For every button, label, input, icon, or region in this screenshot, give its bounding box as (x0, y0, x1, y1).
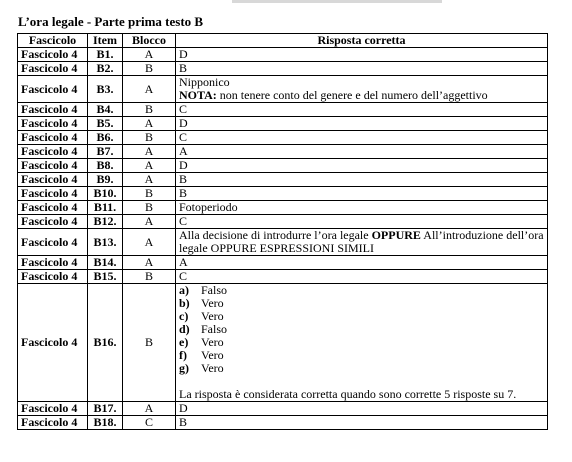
cell-item: B7. (88, 145, 123, 159)
cell-fascicolo: Fascicolo 4 (18, 256, 88, 270)
table-row (18, 402, 548, 416)
cell-risposta (176, 229, 548, 256)
table-row (18, 145, 548, 159)
table-row (18, 201, 548, 215)
table-row (18, 187, 548, 201)
answer-text: Nipponico (179, 75, 230, 89)
header-row (18, 34, 548, 48)
cell-item: B2. (88, 62, 123, 76)
cell-item: B17. (88, 402, 123, 416)
option-item (179, 297, 544, 310)
table-row (18, 173, 548, 187)
cell-risposta: B (176, 173, 548, 187)
cell-blocco: B (123, 62, 176, 76)
answer-note (179, 89, 544, 102)
option-item (179, 284, 544, 297)
cell-risposta: C (176, 270, 548, 284)
cell-risposta: Fotoperiodo (176, 201, 548, 215)
cell-blocco: A (123, 256, 176, 270)
table-row (18, 103, 548, 117)
cell-fascicolo: Fascicolo 4 (18, 145, 88, 159)
header-fascicolo: Fascicolo (18, 34, 88, 48)
cell-item: B15. (88, 270, 123, 284)
cell-risposta: D (176, 402, 548, 416)
table-row (18, 62, 548, 76)
cell-risposta (176, 76, 548, 103)
cell-item: B1. (88, 48, 123, 62)
cell-item: B14. (88, 256, 123, 270)
header-item: Item (88, 34, 123, 48)
cell-fascicolo: Fascicolo 4 (18, 270, 88, 284)
table-row (18, 215, 548, 229)
cell-risposta: B (176, 62, 548, 76)
cell-fascicolo: Fascicolo 4 (18, 103, 88, 117)
cell-item: B4. (88, 103, 123, 117)
cell-blocco: B (123, 131, 176, 145)
table-row (18, 284, 548, 402)
cell-fascicolo: Fascicolo 4 (18, 284, 88, 402)
note-label: NOTA: (179, 88, 217, 102)
cell-risposta (176, 284, 548, 402)
cell-risposta: A (176, 145, 548, 159)
cell-item: B16. (88, 284, 123, 402)
table-row (18, 131, 548, 145)
cell-risposta: D (176, 117, 548, 131)
cell-item: B8. (88, 159, 123, 173)
option-letter: g) (179, 361, 189, 375)
answer-keyword: OPPURE (371, 228, 421, 242)
option-text: Vero (201, 309, 224, 323)
cell-blocco: A (123, 117, 176, 131)
answer-key-table (17, 33, 548, 430)
header-blocco: Blocco (123, 34, 176, 48)
cell-blocco: A (123, 48, 176, 62)
cell-risposta: D (176, 159, 548, 173)
option-text: Vero (201, 361, 224, 375)
page-title: L’ora legale - Parte prima testo B (18, 14, 204, 29)
cell-item: B10. (88, 187, 123, 201)
cell-fascicolo: Fascicolo 4 (18, 201, 88, 215)
option-text: Falso (201, 283, 228, 297)
table-row (18, 229, 548, 256)
cell-item: B6. (88, 131, 123, 145)
cell-item: B13. (88, 229, 123, 256)
option-text: Falso (201, 322, 228, 336)
option-letter: d) (179, 322, 190, 336)
cell-fascicolo: Fascicolo 4 (18, 173, 88, 187)
cell-blocco: A (123, 402, 176, 416)
cell-fascicolo: Fascicolo 4 (18, 159, 88, 173)
cell-fascicolo: Fascicolo 4 (18, 402, 88, 416)
option-item (179, 310, 544, 323)
cell-blocco: B (123, 187, 176, 201)
cell-item: B18. (88, 416, 123, 430)
cell-fascicolo: Fascicolo 4 (18, 416, 88, 430)
cell-fascicolo: Fascicolo 4 (18, 215, 88, 229)
cell-risposta: B (176, 416, 548, 430)
cell-blocco: A (123, 215, 176, 229)
cell-blocco: C (123, 416, 176, 430)
answer-part: All’introduzione dell’ora legale OPPURE ESPRESSIONI SIMILI (179, 228, 544, 255)
option-item (179, 349, 544, 362)
table-row (18, 256, 548, 270)
header-risposta: Risposta corretta (176, 34, 548, 48)
cell-fascicolo: Fascicolo 4 (18, 187, 88, 201)
cell-risposta: C (176, 215, 548, 229)
option-letter: a) (179, 283, 189, 297)
cell-risposta: B (176, 187, 548, 201)
cell-fascicolo: Fascicolo 4 (18, 76, 88, 103)
table-row (18, 117, 548, 131)
option-letter: f) (179, 348, 187, 362)
cell-blocco: A (123, 76, 176, 103)
option-letter: e) (179, 335, 189, 349)
table-row (18, 76, 548, 103)
cell-risposta: C (176, 131, 548, 145)
table-row (18, 270, 548, 284)
cell-risposta: C (176, 103, 548, 117)
cell-fascicolo: Fascicolo 4 (18, 131, 88, 145)
table-row (18, 159, 548, 173)
cell-blocco: A (123, 173, 176, 187)
cell-risposta: D (176, 48, 548, 62)
option-letter: c) (179, 309, 189, 323)
cell-blocco: A (123, 229, 176, 256)
answer-part: Alla decisione di introdurre l’ora legale (179, 228, 372, 242)
cell-item: B12. (88, 215, 123, 229)
option-item (179, 362, 544, 375)
cell-fascicolo: Fascicolo 4 (18, 229, 88, 256)
option-text: Vero (201, 335, 224, 349)
cell-item: B3. (88, 76, 123, 103)
option-text: Vero (201, 296, 224, 310)
note-text: non tenere conto del genere e del numero dell’aggettivo (216, 88, 488, 102)
table-row (18, 48, 548, 62)
cell-blocco: A (123, 159, 176, 173)
cell-risposta: A (176, 256, 548, 270)
table-row (18, 416, 548, 430)
cell-blocco: B (123, 284, 176, 402)
cell-fascicolo: Fascicolo 4 (18, 117, 88, 131)
faint-header-line (232, 0, 442, 3)
option-item (179, 323, 544, 336)
option-letter: b) (179, 296, 190, 310)
cell-item: B5. (88, 117, 123, 131)
option-text: Vero (201, 348, 224, 362)
cell-item: B9. (88, 173, 123, 187)
cell-blocco: B (123, 103, 176, 117)
cell-blocco: B (123, 270, 176, 284)
cell-item: B11. (88, 201, 123, 215)
cell-blocco: B (123, 201, 176, 215)
scoring-note: La risposta è considerata corretta quando sono corrette 5 risposte su 7. (179, 387, 517, 401)
option-item (179, 336, 544, 349)
cell-blocco: A (123, 145, 176, 159)
cell-fascicolo: Fascicolo 4 (18, 62, 88, 76)
cell-fascicolo: Fascicolo 4 (18, 48, 88, 62)
